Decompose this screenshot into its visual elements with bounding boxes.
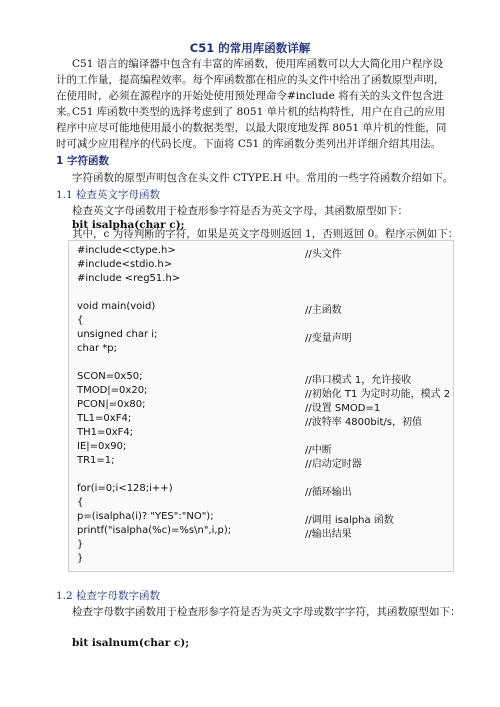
code-comment: //设置 SMOD=1 xyxy=(305,403,381,414)
code-line: } xyxy=(77,553,84,564)
code-comment: //主函数 xyxy=(305,305,342,316)
function-prototype-isalpha: bit isalpha(char c); xyxy=(72,219,185,231)
code-example-box xyxy=(68,240,454,572)
code-line: } xyxy=(77,539,84,550)
code-comment: //循环输出 xyxy=(305,487,352,498)
isalpha-note: 其中，c 为待判断的字符，如果是英文字母则返回 1，否则返回 0。程序示例如下： xyxy=(72,228,459,240)
code-line: for(i=0;i<128;i++) xyxy=(77,483,173,494)
code-line: TMOD|=0x20; xyxy=(77,385,148,396)
code-line: SCON=0x50; xyxy=(77,371,143,382)
code-line: #include <reg51.h> xyxy=(77,273,181,284)
code-line: char *p; xyxy=(77,343,117,354)
intro-paragraph-2: C51 库函数中类型的选择考虑到了 8051 单片机的结构特性，用户在自己的应用程序中应尽可能地使用最小的数据类型，以最大限度地发挥 8051 单片机的性能，同时可减少应用程序的代码长度。下面将 C51 的库函数分类列出并详细介绍其用法。 xyxy=(56,106,447,150)
code-line: TH1=0xF4; xyxy=(77,427,134,438)
code-line: TR1=1; xyxy=(77,455,115,466)
subsection-heading-1-2: 1.2 检查字母数字函数 xyxy=(56,590,161,602)
code-comment: //串口模式 1，允许接收 xyxy=(305,375,412,386)
code-line: #include<stdio.h> xyxy=(77,259,173,270)
code-line: { xyxy=(77,315,84,326)
code-line: TL1=0xF4; xyxy=(77,413,132,424)
code-line: IE|=0x90; xyxy=(77,441,127,452)
code-line: #include<ctype.h> xyxy=(77,245,176,256)
section-heading-1: 1 字符函数 xyxy=(56,155,109,167)
subsection-heading-1-1: 1.1 检查英文字母函数 xyxy=(56,189,161,201)
subsection-1-2-description: 检查字母数字函数用于检查形参字符是否为英文字母或数字字符，其函数原型如下： xyxy=(72,606,461,618)
code-comment: //调用 isalpha 函数 xyxy=(305,515,394,526)
code-comment: //变量声明 xyxy=(305,333,352,344)
code-line: void main(void) xyxy=(77,301,156,312)
code-line: unsigned char i; xyxy=(77,329,158,340)
section-1-description: 字符函数的原型声明包含在头文件 CTYPE.H 中。常用的一些字符函数介绍如下。 xyxy=(72,172,454,184)
code-comment: //初始化 T1 为定时功能，模式 2 xyxy=(305,389,451,400)
code-comment: //启动定时器 xyxy=(305,459,362,470)
code-line: printf("isalpha(%c)=%s\n",i,p); xyxy=(77,525,232,536)
code-comment: //输出结果 xyxy=(305,529,352,540)
code-comment: //波特率 4800bit/s，初值 xyxy=(305,417,422,428)
subsection-1-1-description: 检查英文字母函数用于检查形参字符是否为英文字母，其函数原型如下： xyxy=(72,205,408,217)
intro-paragraph-1: C51 语言的编译器中包含有丰富的库函数，使用库函数可以大大简化用户程序设计的工作量，提高编程效率。每个库函数都在相应的头文件中给出了函数原型声明，在使用时，必须在源程序的开始处使用预处理命令#include 将有关的头文件包含进来。 xyxy=(56,58,445,118)
code-comment: //中断 xyxy=(305,445,332,456)
code-line: { xyxy=(77,497,84,508)
code-line: PCON|=0x80; xyxy=(77,399,146,410)
page-title: C51 的常用库函数详解 xyxy=(189,41,311,55)
function-prototype-isalnum: bit isalnum(char c); xyxy=(72,637,190,649)
code-line: p=(isalpha(i)? "YES":"NO"); xyxy=(77,511,214,522)
code-comment: //头文件 xyxy=(305,249,342,260)
